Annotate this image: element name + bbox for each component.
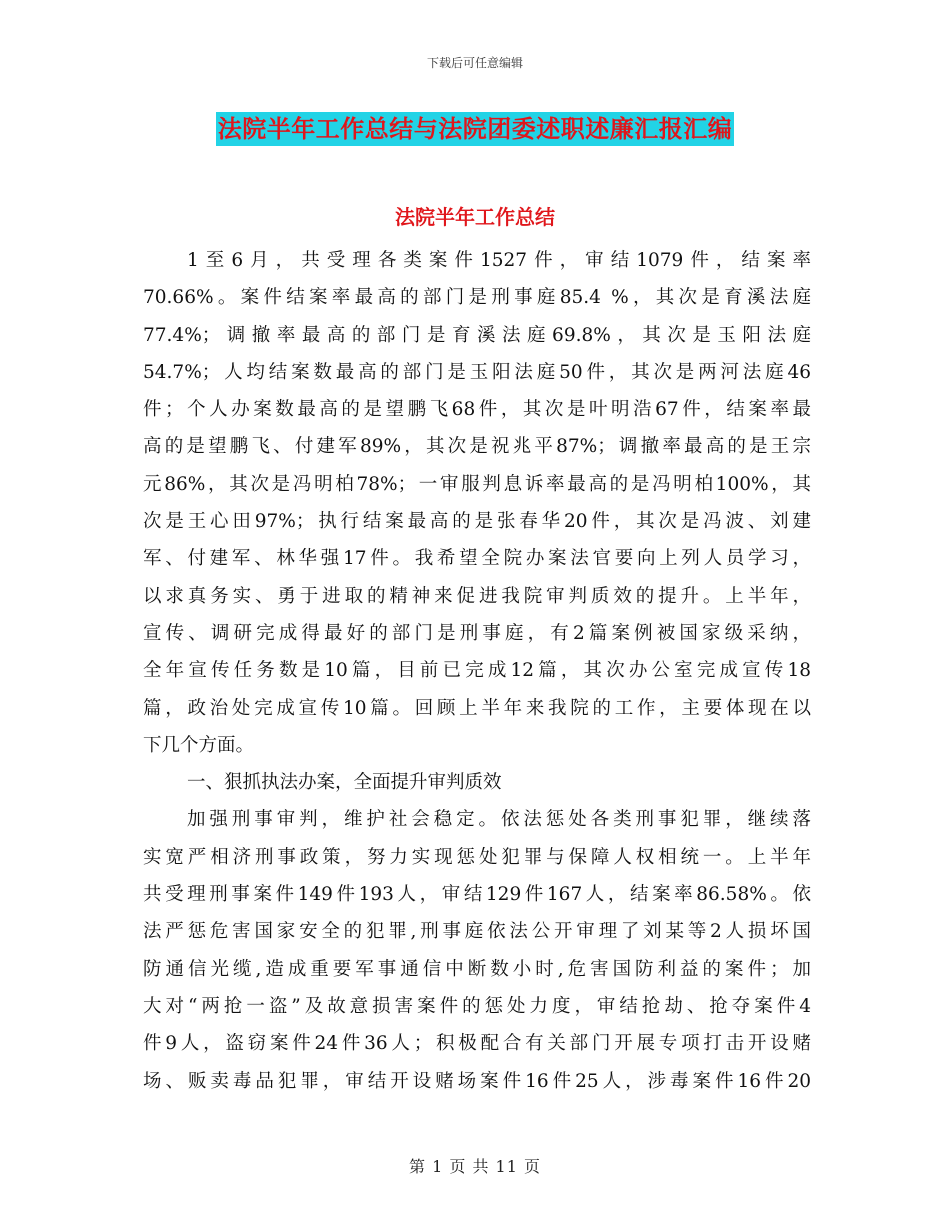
text-line: 加强刑事审判，维护社会稳定。依法惩处各类刑事犯罪，继续落 xyxy=(187,809,811,831)
paragraph-1 xyxy=(143,242,811,764)
text-line: 下几个方面。 xyxy=(143,734,255,756)
text-line: 共受理刑事案件149件193人，审结129件167人，结案率86.58%。依 xyxy=(143,884,811,906)
text-line: 件9人，盗窃案件24件36人；积极配合有关部门开展专项打击开设赌 xyxy=(143,1033,811,1055)
text-line: 军、付建军、林华强17件。我希望全院办案法官要向上列人员学习， xyxy=(143,548,811,570)
page-footer: 第 1 页 共 11 页 xyxy=(409,1157,541,1176)
text-line: 全年宣传任务数是10篇，目前已完成12篇，其次办公室完成宣传18 xyxy=(143,660,811,682)
text-line: 法严惩危害国家安全的犯罪,刑事庭依法公开审理了刘某等2人损坏国 xyxy=(143,921,811,943)
section-heading: 一、狠抓执法办案，全面提升审判质效 xyxy=(187,772,502,794)
text-line: 防通信光缆,造成重要军事通信中断数小时,危害国防利益的案件；加 xyxy=(143,958,811,980)
text-line: 件；个人办案数最高的是望鹏飞68件，其次是叶明浩67件，结案率最 xyxy=(143,399,811,421)
text-line: 宣传、调研完成得最好的部门是刑事庭，有2篇案例被国家级采纳， xyxy=(143,622,811,644)
section-title: 法院半年工作总结 xyxy=(395,205,555,229)
text-line: 1至6月，共受理各类案件1527件，审结1079件，结案率 xyxy=(187,250,811,271)
document-title-wrap xyxy=(0,112,950,146)
document-title: 法院半年工作总结与法院团委述职述廉汇报汇编 xyxy=(216,112,735,146)
text-line: 篇，政治处完成宣传10篇。回顾上半年来我院的工作，主要体现在以 xyxy=(143,697,811,719)
text-line: 次是王心田97%；执行结案最高的是张春华20件，其次是冯波、刘建 xyxy=(143,511,811,533)
text-line: 77.4%；调撤率最高的部门是育溪法庭69.8%，其次是玉阳法庭 xyxy=(143,324,811,346)
heading-1 xyxy=(143,764,811,801)
text-line: 大对“两抢一盗”及故意损害案件的惩处力度，审结抢劫、抢夺案件4 xyxy=(143,995,811,1017)
header-note: 下载后可任意编辑 xyxy=(426,56,523,70)
text-line: 54.7%；人均结案数最高的部门是玉阳法庭50件，其次是两河法庭46 xyxy=(143,361,811,383)
text-line: 高的是望鹏飞、付建军89%，其次是祝兆平87%；调撤率最高的是王宗 xyxy=(143,436,811,458)
paragraph-2 xyxy=(143,801,811,1099)
text-line: 元86%，其次是冯明柏78%；一审服判息诉率最高的是冯明柏100%，其 xyxy=(143,473,811,495)
text-line: 实宽严相济刑事政策，努力实现惩处犯罪与保障人权相统一。上半年 xyxy=(143,846,811,868)
text-line: 70.66%。案件结案率最高的部门是刑事庭85.4 %，其次是育溪法庭 xyxy=(143,287,811,309)
text-line: 以求真务实、勇于进取的精神来促进我院审判质效的提升。上半年， xyxy=(143,585,811,607)
body-text xyxy=(143,242,811,1100)
text-line: 场、贩卖毒品犯罪，审结开设赌场案件16件25人，涉毒案件16件20 xyxy=(143,1070,811,1092)
